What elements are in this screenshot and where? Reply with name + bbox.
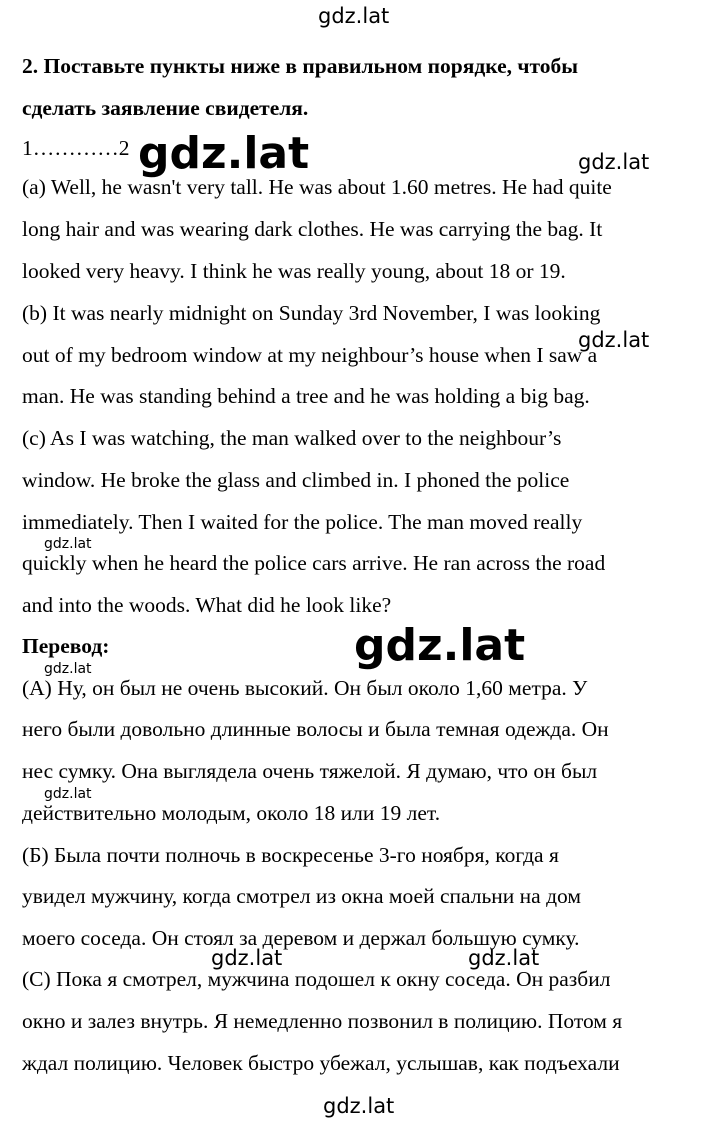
english-line: (a) Well, he wasn't very tall. He was about 1.60 metres. He had quite xyxy=(22,175,612,199)
english-line: (c) As I was watching, the man walked over to the neighbour’s xyxy=(22,426,562,450)
translation-heading: Перевод: xyxy=(22,634,110,658)
footer-watermark: gdz.lat xyxy=(323,1094,395,1118)
translation-line: ждал полицию. Человек быстро убежал, услышав, как подъехали xyxy=(22,1051,620,1075)
task-title-line-1: 2. Поставьте пункты ниже в правильном порядке, чтобы xyxy=(22,54,579,78)
english-line: long hair and was wearing dark clothes. He was carrying the bag. It xyxy=(22,217,603,241)
translation-line: (Б) Была почти полночь в воскресенье 3-го ноября, когда я xyxy=(22,843,559,867)
translation-line: нес сумку. Она выглядела очень тяжелой. Я думаю, что он был xyxy=(22,759,598,783)
translation-line: него были довольно длинные волосы и была темная одежда. Он xyxy=(22,717,609,741)
translation-line: моего соседа. Он стоял за деревом и держал большую сумку. xyxy=(22,926,580,950)
english-line: window. He broke the glass and climbed in. I phoned the police xyxy=(22,468,570,492)
watermark-small: gdz.lat xyxy=(44,661,92,677)
watermark-medium: gdz.lat xyxy=(578,150,650,174)
translation-line: окно и залез внутрь. Я немедленно позвонил в полицию. Потом я xyxy=(22,1009,623,1033)
english-line: looked very heavy. I think he was really young, about 18 or 19. xyxy=(22,259,566,283)
english-line: immediately. Then I waited for the police. The man moved really xyxy=(22,510,583,534)
task-title-line-2: сделать заявление свидетеля. xyxy=(22,96,309,120)
watermark-large: gdz.lat xyxy=(138,128,310,179)
watermark-medium: gdz.lat xyxy=(468,946,540,970)
answer-line: 1…………2 xyxy=(22,136,130,160)
translation-line: (С) Пока я смотрел, мужчина подошел к окну соседа. Он разбил xyxy=(22,967,611,991)
header-watermark: gdz.lat xyxy=(318,4,390,28)
watermark-small: gdz.lat xyxy=(44,536,92,552)
english-line: (b) It was nearly midnight on Sunday 3rd November, I was looking xyxy=(22,301,601,325)
english-line: and into the woods. What did he look like? xyxy=(22,593,392,617)
watermark-large: gdz.lat xyxy=(354,620,526,671)
english-line: quickly when he heard the police cars arrive. He ran across the road xyxy=(22,551,606,575)
watermark-small: gdz.lat xyxy=(44,786,92,802)
english-line: man. He was standing behind a tree and he was holding a big bag. xyxy=(22,384,590,408)
watermark-medium: gdz.lat xyxy=(578,328,650,352)
english-line: out of my bedroom window at my neighbour’s house when I saw a xyxy=(22,343,598,367)
translation-line: (А) Ну, он был не очень высокий. Он был около 1,60 метра. У xyxy=(22,676,588,700)
watermark-medium: gdz.lat xyxy=(211,946,283,970)
translation-line: действительно молодым, около 18 или 19 лет. xyxy=(22,801,441,825)
translation-line: увидел мужчину, когда смотрел из окна моей спальни на дом xyxy=(22,884,581,908)
